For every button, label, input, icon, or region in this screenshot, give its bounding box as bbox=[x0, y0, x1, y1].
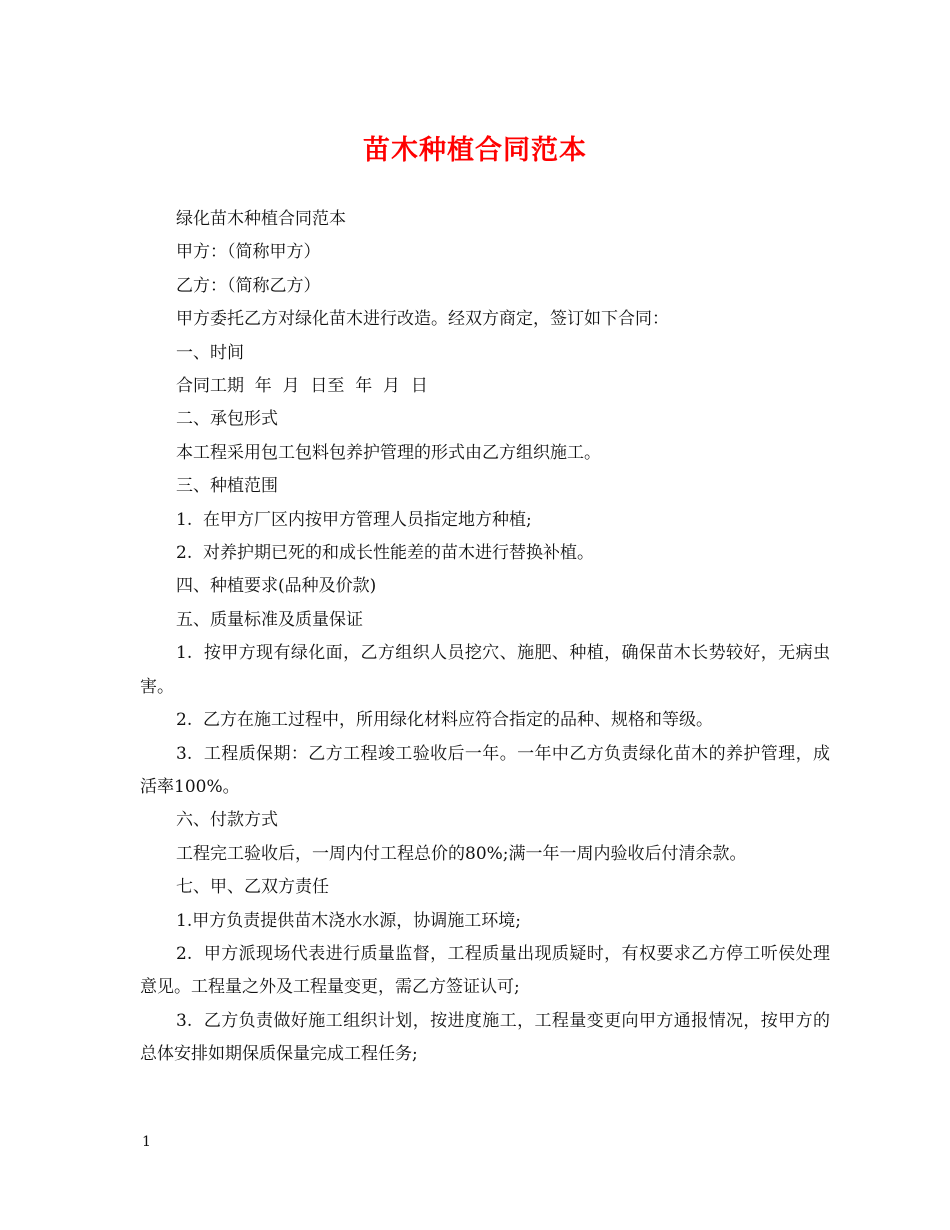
section-heading: 七、甲、乙双方责任 bbox=[176, 877, 329, 898]
list-item: 2. 对养护期已死的和成长性能差的苗木进行替换补植。 bbox=[176, 543, 595, 564]
section-heading: 五、质量标准及质量保证 bbox=[176, 609, 363, 630]
paragraph: 甲方委托乙方对绿化苗木进行改造。经双方商定，签订如下合同： bbox=[176, 309, 669, 330]
paragraph: 甲方：（简称甲方） bbox=[176, 242, 321, 263]
paragraph: 本工程采用包工包料包养护管理的形式由乙方组织施工。 bbox=[176, 442, 601, 463]
paragraph: 乙方：（简称乙方） bbox=[176, 275, 321, 296]
list-item: 1.甲方负责提供苗木浇水水源，协调施工环境; bbox=[176, 910, 521, 931]
section-heading: 一、时间 bbox=[176, 342, 244, 363]
page-number: 1 bbox=[142, 1134, 151, 1150]
list-item: 3. 工程质保期：乙方工程竣工验收后一年。一年中乙方负责绿化苗木的养护管理，成活率100%。 bbox=[140, 743, 830, 797]
section-heading: 二、承包形式 bbox=[176, 409, 278, 430]
document-body bbox=[140, 203, 830, 1072]
section-heading: 三、种植范围 bbox=[176, 476, 278, 497]
paragraph: 绿化苗木种植合同范本 bbox=[176, 209, 346, 229]
list-item: 2. 甲方派现场代表进行质量监督，工程质量出现质疑时，有权要求乙方停工听侯处理意见。工程量之外及工程量变更，需乙方签证认可; bbox=[140, 943, 830, 998]
paragraph: 工程完工验收后，一周内付工程总价的80%;满一年一周内验收后付清余款。 bbox=[176, 843, 747, 864]
paragraph: 合同工期 年 月 日至 年 月 日 bbox=[176, 376, 428, 397]
list-item: 2. 乙方在施工过程中，所用绿化材料应符合指定的品种、规格和等级。 bbox=[176, 710, 714, 731]
section-heading: 六、付款方式 bbox=[176, 810, 278, 831]
document-title: 苗木种植合同范本 bbox=[363, 135, 587, 166]
list-item: 1. 在甲方厂区内按甲方管理人员指定地方种植; bbox=[176, 509, 532, 530]
list-item: 3. 乙方负责做好施工组织计划，按进度施工，工程量变更向甲方通报情况，按甲方的总体安排如期保质保量完成工程任务; bbox=[140, 1010, 830, 1065]
list-item: 1. 按甲方现有绿化面，乙方组织人员挖穴、施肥、种植，确保苗木长势较好，无病虫害。 bbox=[140, 643, 830, 697]
section-heading: 四、种植要求(品种及价款) bbox=[176, 576, 377, 597]
